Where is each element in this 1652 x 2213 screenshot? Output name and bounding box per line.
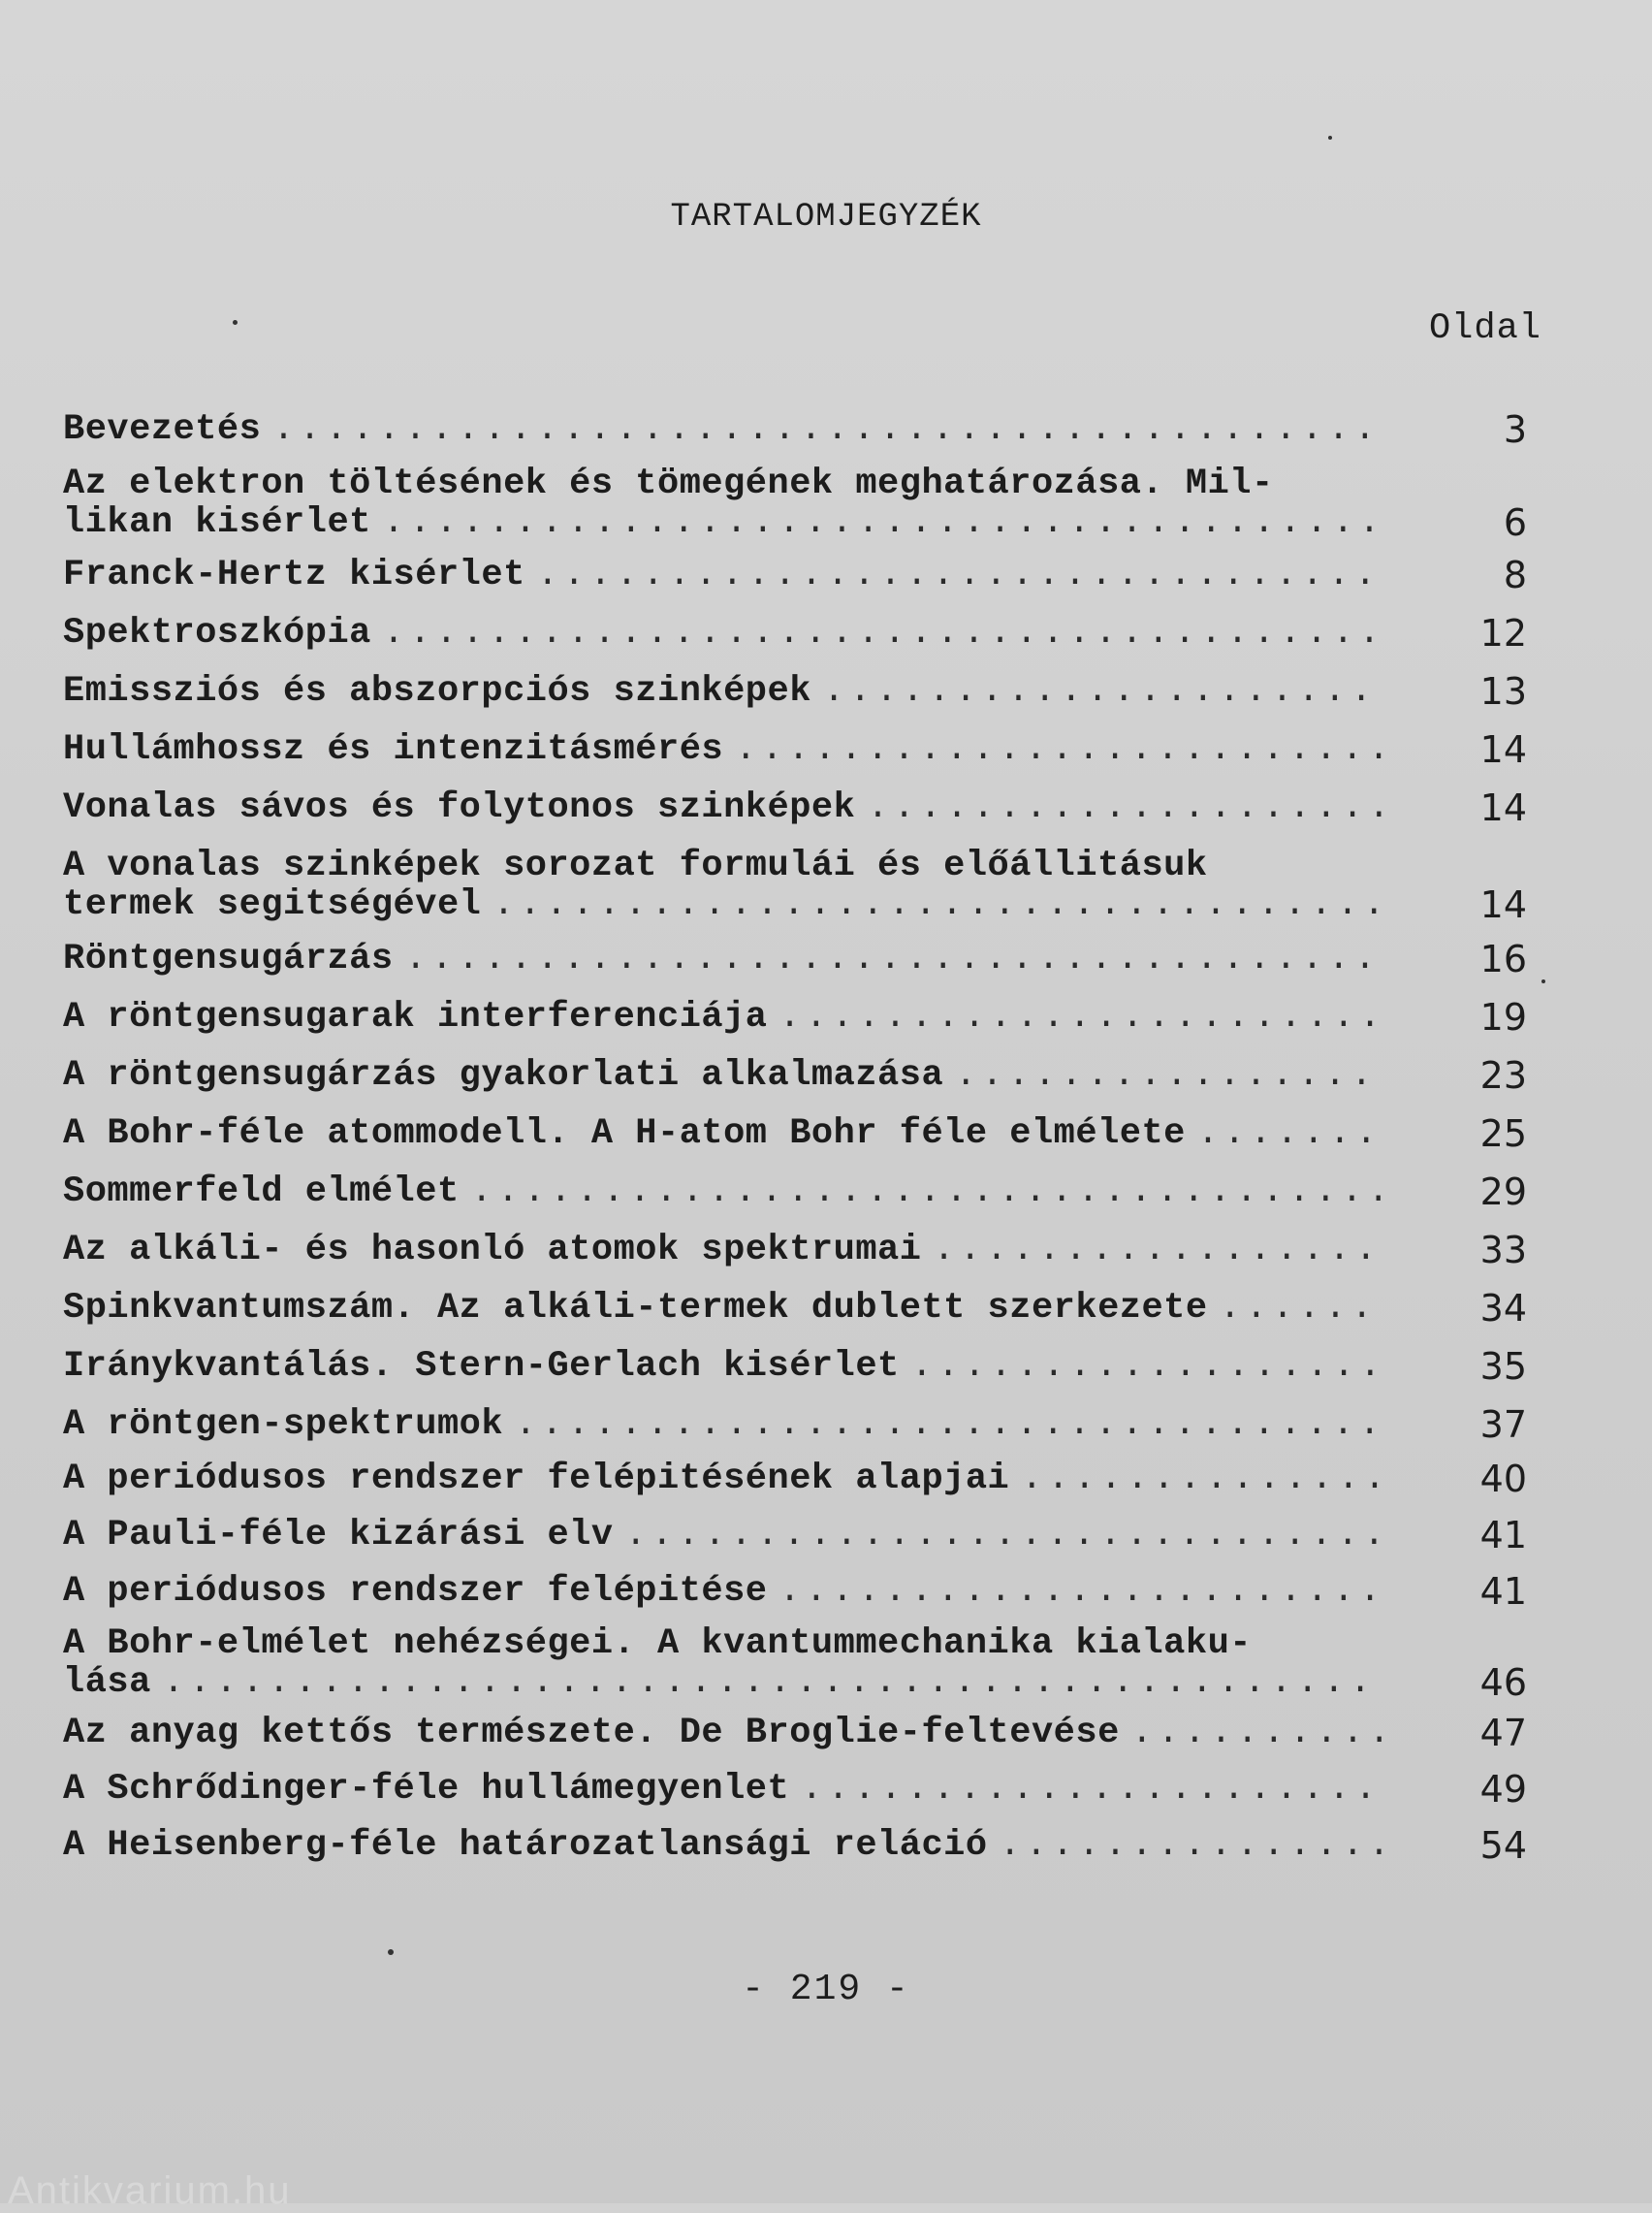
toc-entry-text — [63, 1114, 1382, 1153]
toc-entry-text — [63, 1714, 1382, 1752]
toc-entry — [63, 1624, 1527, 1702]
dot-leader — [537, 556, 1382, 594]
dot-leader — [801, 1770, 1382, 1809]
toc-entry-line — [63, 465, 1382, 503]
dot-leader — [492, 885, 1382, 924]
toc-entry-title: Vonalas sávos és folytonos szinképek — [63, 787, 856, 828]
page-column-label: Oldal — [1428, 308, 1541, 349]
dot-leader — [272, 410, 1382, 449]
toc-entry-title: Spinkvantumszám. Az alkáli-termek dublett szerkezete — [63, 1288, 1208, 1329]
toc-entry-title: Az anyag kettős természete. De Broglie-feltevése — [63, 1713, 1120, 1753]
toc-entry-page: 16 — [1479, 938, 1527, 980]
toc-entry-line — [63, 1405, 1382, 1444]
toc-entry-text — [63, 410, 1382, 449]
toc-entry-line — [63, 1347, 1382, 1386]
dot-leader — [1220, 1289, 1382, 1328]
toc-entry-title: Bevezetés — [63, 409, 262, 450]
toc-entry-title: Sommerfeld elmélet — [63, 1171, 460, 1212]
toc-entry-text — [63, 465, 1382, 542]
dot-leader — [383, 503, 1382, 542]
toc-entry-text — [63, 998, 1382, 1037]
toc-entry-line — [63, 730, 1382, 769]
toc-entry-line — [63, 1572, 1382, 1611]
watermark: Antikvarium.hu — [8, 2169, 292, 2212]
dot-leader — [779, 1572, 1382, 1611]
toc-entry-line — [63, 556, 1382, 594]
toc-entry-page: 41 — [1479, 1514, 1527, 1556]
toc-entry — [63, 998, 1527, 1037]
toc-entry-line — [63, 1114, 1382, 1153]
dot-leader — [383, 614, 1382, 653]
toc-entry-page: 23 — [1479, 1054, 1527, 1097]
toc-entry-line — [63, 1826, 1382, 1865]
dot-leader — [1021, 1459, 1382, 1498]
toc-entry-page: 14 — [1479, 883, 1527, 926]
toc-entry-line — [63, 1056, 1382, 1095]
toc-entry-title: A Bohr-féle atommodell. A H-atom Bohr féle elmélete — [63, 1113, 1186, 1154]
toc-entry-text — [63, 1231, 1382, 1269]
dot-leader — [735, 730, 1382, 769]
toc-entry-title: A röntgen-spektrumok — [63, 1404, 504, 1445]
toc-entry-title: A periódusos rendszer felépitése — [63, 1571, 768, 1612]
toc-entry-line — [63, 503, 1382, 542]
toc-entry-title: Röntgensugárzás — [63, 939, 394, 979]
toc-entry-text — [63, 1405, 1382, 1444]
toc-entry — [63, 1826, 1527, 1865]
toc-entry-title: A Schrődinger-féle hullámegyenlet — [63, 1769, 790, 1810]
toc-entry-title: A röntgensugarak interferenciája — [63, 997, 768, 1038]
toc-entry-line — [63, 614, 1382, 653]
toc-entry — [63, 614, 1527, 653]
toc-entry-title: A periódusos rendszer felépitésének alapjai — [63, 1459, 1010, 1499]
toc-entry-line — [63, 1714, 1382, 1752]
toc-entry — [63, 940, 1527, 978]
toc-entry-line — [63, 1624, 1382, 1663]
toc-entry — [63, 1770, 1527, 1809]
toc-entry-title: Hullámhossz és intenzitásmérés — [63, 729, 724, 770]
toc-entry-text — [63, 1056, 1382, 1095]
toc-entry-page: 47 — [1479, 1712, 1527, 1754]
toc-entry — [63, 730, 1527, 769]
toc-entry-text — [63, 940, 1382, 978]
toc-entry-text — [63, 1516, 1382, 1555]
toc-entry-line — [63, 788, 1382, 827]
toc-entry — [63, 1114, 1527, 1153]
toc-entry — [63, 1572, 1527, 1611]
toc-entry-page: 19 — [1479, 996, 1527, 1039]
toc-entry-page: 13 — [1479, 670, 1527, 713]
toc-entry-line — [63, 1663, 1382, 1702]
toc-entry-text — [63, 1770, 1382, 1809]
toc-entry-text — [63, 1459, 1382, 1498]
toc-entry-page: 14 — [1479, 786, 1527, 829]
toc-entry-line — [63, 1289, 1382, 1328]
toc-entry-title: Spektroszkópia — [63, 613, 371, 654]
dot-leader — [867, 788, 1382, 827]
toc-entry-page: 40 — [1479, 1458, 1527, 1500]
toc-entry-title: A Bohr-elmélet nehézségei. A kvantummechanika kialaku- — [63, 1623, 1252, 1664]
page-title: TARTALOMJEGYZÉK — [670, 199, 982, 236]
toc-entry-text — [63, 1624, 1382, 1702]
toc-entry — [63, 847, 1527, 924]
toc-entry-title: lása — [63, 1662, 151, 1703]
toc-entry-title: Franck-Hertz kisérlet — [63, 555, 525, 595]
dot-leader — [823, 672, 1382, 711]
toc-entry-text — [63, 1172, 1382, 1211]
toc-entry-text — [63, 672, 1382, 711]
toc-entry-line — [63, 1231, 1382, 1269]
toc-entry — [63, 1347, 1527, 1386]
dot-leader — [515, 1405, 1382, 1444]
dot-leader — [1131, 1714, 1382, 1752]
dot-leader — [405, 940, 1382, 978]
toc-entry-text — [63, 614, 1382, 653]
toc-entry-page: 3 — [1503, 408, 1527, 451]
toc-entry-page: 8 — [1503, 554, 1527, 596]
dust-speck — [233, 320, 238, 325]
dot-leader — [911, 1347, 1382, 1386]
toc-entry — [63, 1231, 1527, 1269]
toc-entry-title: Emissziós és abszorpciós szinképek — [63, 671, 811, 712]
dust-speck — [388, 1949, 394, 1955]
toc-entry — [63, 1714, 1527, 1752]
toc-entry-title: A Heisenberg-féle határozatlansági reláció — [63, 1825, 988, 1866]
dust-speck — [1541, 979, 1545, 983]
toc-entry-page: 46 — [1479, 1661, 1527, 1704]
page-number: - 219 - — [742, 1969, 910, 2010]
toc-entry-title: Iránykvantálás. Stern-Gerlach kisérlet — [63, 1346, 900, 1387]
toc-entry-title: likan kisérlet — [63, 502, 371, 543]
toc-entry-page: 37 — [1479, 1403, 1527, 1446]
toc-entry-title: termek segitségével — [63, 884, 482, 925]
dot-leader — [1000, 1826, 1382, 1865]
toc-entry-line — [63, 847, 1382, 885]
toc-entry — [63, 1172, 1527, 1211]
toc-entry-page: 14 — [1479, 728, 1527, 771]
toc-entry-line — [63, 1172, 1382, 1211]
toc-entry-line — [63, 998, 1382, 1037]
toc-entry — [63, 410, 1527, 449]
toc-entry-line — [63, 1459, 1382, 1498]
toc-entry-page: 33 — [1479, 1229, 1527, 1271]
dot-leader — [955, 1056, 1382, 1095]
table-of-contents — [63, 393, 1527, 1865]
toc-entry-line — [63, 1770, 1382, 1809]
toc-entry — [63, 672, 1527, 711]
toc-entry-page: 41 — [1479, 1570, 1527, 1613]
toc-entry-text — [63, 788, 1382, 827]
toc-entry — [63, 1405, 1527, 1444]
toc-entry — [63, 556, 1527, 594]
toc-entry-title: A vonalas szinképek sorozat formulái és előállitásuk — [63, 846, 1208, 886]
dot-leader — [933, 1231, 1382, 1269]
toc-entry-text — [63, 1826, 1382, 1865]
toc-entry-text — [63, 847, 1382, 924]
toc-entry-page: 6 — [1503, 501, 1527, 544]
toc-entry-page: 29 — [1479, 1171, 1527, 1213]
toc-entry-text — [63, 1289, 1382, 1328]
dot-leader — [779, 998, 1382, 1037]
toc-entry — [63, 465, 1527, 542]
toc-entry-line — [63, 1516, 1382, 1555]
toc-entry-title: Az alkáli- és hasonló atomok spektrumai — [63, 1230, 922, 1270]
toc-entry-page: 25 — [1479, 1112, 1527, 1155]
toc-entry — [63, 1516, 1527, 1555]
toc-entry-title: A röntgensugárzás gyakorlati alkalmazása — [63, 1055, 944, 1096]
toc-entry-text — [63, 556, 1382, 594]
toc-entry-page: 54 — [1479, 1824, 1527, 1867]
toc-entry-line — [63, 410, 1382, 449]
toc-entry-page: 35 — [1479, 1345, 1527, 1388]
toc-entry-text — [63, 1347, 1382, 1386]
toc-entry — [63, 788, 1527, 827]
toc-entry — [63, 1056, 1527, 1095]
toc-entry-page: 34 — [1479, 1287, 1527, 1330]
toc-entry — [63, 1459, 1527, 1498]
toc-entry-title: Az elektron töltésének és tömegének meghatározása. Mil- — [63, 464, 1274, 504]
toc-entry-line — [63, 672, 1382, 711]
toc-entry-line — [63, 940, 1382, 978]
dust-speck — [1328, 136, 1332, 140]
toc-entry-text — [63, 730, 1382, 769]
dot-leader — [1197, 1114, 1382, 1153]
toc-entry-page: 49 — [1479, 1768, 1527, 1811]
toc-entry-line — [63, 885, 1382, 924]
toc-entry — [63, 1289, 1527, 1328]
dot-leader — [163, 1663, 1382, 1702]
dot-leader — [471, 1172, 1382, 1211]
dot-leader — [625, 1516, 1382, 1555]
toc-entry-text — [63, 1572, 1382, 1611]
toc-entry-title: A Pauli-féle kizárási elv — [63, 1515, 614, 1556]
toc-entry-page: 12 — [1479, 612, 1527, 655]
